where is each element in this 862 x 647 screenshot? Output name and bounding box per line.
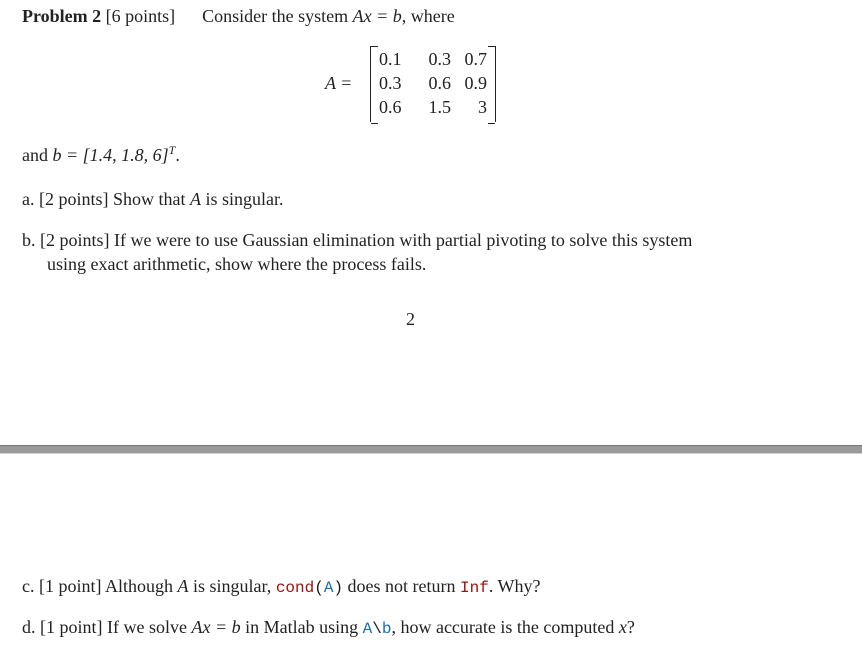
b-vector-line [22, 143, 180, 166]
page-separator [0, 445, 862, 454]
part-a-points: [2 points] [39, 189, 109, 209]
matrix-cell: 0.9 [464, 73, 487, 93]
part-c-var: A [177, 576, 189, 596]
part-d-text-2: in Matlab using [240, 617, 363, 637]
part-d-code-a: A [362, 620, 373, 638]
matrix-cell: 0.6 [428, 73, 451, 93]
part-c-code-open: ( [314, 579, 324, 597]
matrix-cell: 0.3 [428, 49, 451, 69]
part-c [22, 576, 541, 597]
part-d [22, 617, 635, 638]
part-b-letter: b. [22, 230, 36, 250]
b-vector-transpose: T [168, 143, 176, 157]
part-c-text-4: . Why? [488, 576, 541, 596]
part-d-text-1: If we solve [107, 617, 192, 637]
part-d-text-4: ? [626, 617, 635, 637]
part-d-equation: Ax = b [191, 617, 241, 637]
part-d-code-b: b [381, 620, 392, 638]
matrix-row [379, 97, 487, 118]
matrix-row [379, 49, 487, 70]
part-b-line-1: If we were to use Gaussian elimination with partial pivoting to solve this system [114, 230, 693, 250]
part-a [22, 189, 284, 210]
problem-intro-equation: Ax = b [352, 6, 402, 26]
matrix-row [379, 73, 487, 94]
part-c-code-cond: cond [275, 579, 315, 597]
part-c-text-1: Although [105, 576, 178, 596]
part-d-letter: d. [22, 617, 36, 637]
part-a-text-2: is singular. [201, 189, 284, 209]
page-number: 2 [406, 309, 415, 329]
part-d-text-3: , how accurate is the computed [391, 617, 619, 637]
part-b [22, 230, 692, 251]
part-c-code-inf: Inf [460, 579, 489, 597]
matrix-cell: 0.6 [379, 97, 402, 117]
part-d-points: [1 point] [40, 617, 103, 637]
problem-points: [6 points] [105, 6, 176, 26]
matrix-label: A = [325, 73, 353, 93]
matrix-a [370, 46, 496, 122]
part-c-points: [1 point] [39, 576, 102, 596]
part-a-text-1: Show that [113, 189, 191, 209]
part-c-letter: c. [22, 576, 35, 596]
part-a-letter: a. [22, 189, 35, 209]
b-vector-suffix: . [175, 145, 180, 165]
matrix-cell: 1.5 [428, 97, 451, 117]
part-c-code-close: ) [333, 579, 344, 597]
part-b-line-2: using exact arithmetic, show where the process fails. [47, 254, 427, 274]
problem-heading [22, 6, 455, 27]
matrix-cell: 0.7 [464, 49, 487, 69]
problem-title: Problem 2 [22, 6, 102, 26]
part-c-code-arg: A [323, 579, 334, 597]
b-vector-equation: b = [1.4, 1.8, 6] [52, 145, 169, 165]
part-d-var: x [618, 617, 627, 637]
part-b-points: [2 points] [40, 230, 110, 250]
part-d-code-slash: \ [372, 620, 382, 638]
b-vector-prefix: and [22, 145, 53, 165]
part-c-text-3: does not return [343, 576, 461, 596]
problem-intro-prefix: Consider the system [202, 6, 353, 26]
part-a-var: A [190, 189, 202, 209]
matrix-cell: 0.1 [379, 49, 402, 69]
matrix-cell: 3 [478, 97, 487, 117]
problem-intro-suffix: , where [401, 6, 455, 26]
part-c-text-2: is singular, [188, 576, 276, 596]
matrix-cell: 0.3 [379, 73, 402, 93]
